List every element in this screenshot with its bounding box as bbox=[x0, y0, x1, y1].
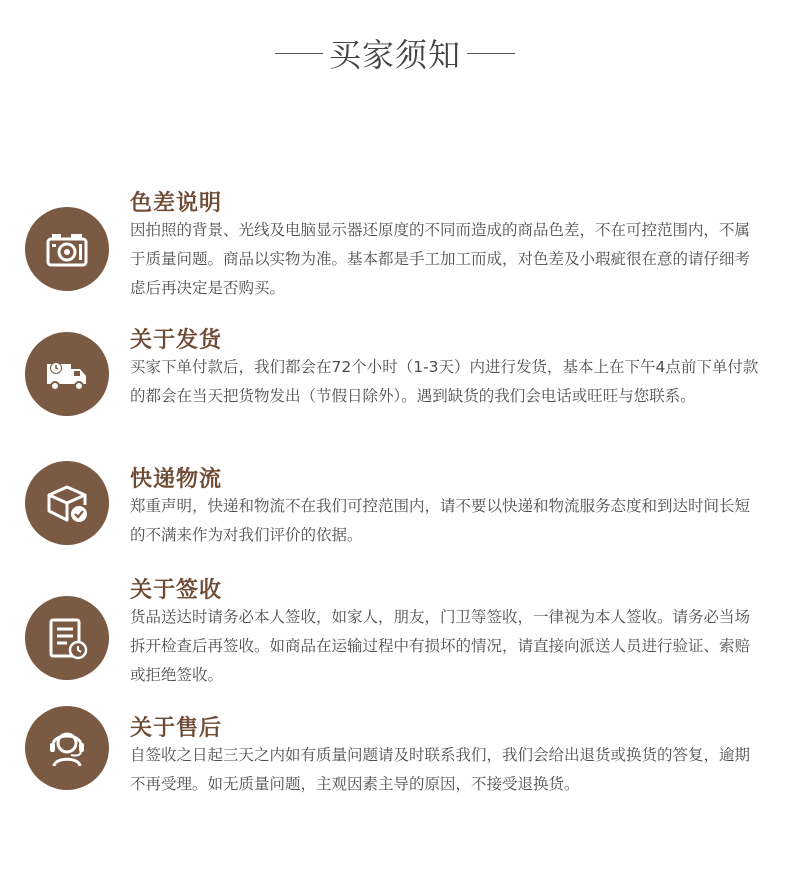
section-title: 快递物流 bbox=[130, 467, 223, 492]
section-body: 因拍照的背景、光线及电脑显示器还原度的不同而造成的商品色差，不在可控范围内，不属于质量问题。商品以实物为准。基本都是手工加工而成，对色差及小瑕疵很在意的请仔细考虑后再决定是否购买。 bbox=[130, 221, 751, 297]
page-header bbox=[0, 28, 790, 78]
section-title: 色差说明 bbox=[130, 191, 223, 216]
section-body: 货品送达时请务必本人签收，如家人，朋友，门卫等签收，一律视为本人签收。请务必当场拆开检查后再签收。如商品在运输过程中有损坏的情况，请直接向派送人员进行验证、索赔或拒绝签收。 bbox=[130, 608, 751, 684]
section-title: 关于售后 bbox=[130, 716, 223, 741]
page-title: 买家须知 bbox=[328, 36, 461, 74]
section-body: 自签收之日起三天之内如有质量问题请及时联系我们，我们会给出退货或换货的答复，逾期不再受理。如无质量问题，主观因素主导的原因，不接受退换货。 bbox=[130, 746, 751, 793]
header-left-rule bbox=[275, 53, 323, 54]
section-title: 关于发货 bbox=[130, 328, 223, 353]
customer-service-headset-icon bbox=[25, 706, 109, 790]
section-body: 买家下单付款后，我们都会在72个小时（1-3天）内进行发货，基本上在下午4点前下单付款的都会在当天把货物发出（节假日除外）。遇到缺货的我们会电话或旺旺与您联系。 bbox=[130, 358, 759, 405]
delivery-truck-icon bbox=[25, 332, 109, 416]
header-right-rule bbox=[467, 53, 515, 54]
section-body: 郑重声明，快递和物流不在我们可控范围内，请不要以快递和物流服务态度和到达时间长短的不满来作为对我们评价的依据。 bbox=[130, 497, 751, 544]
section-title: 关于签收 bbox=[130, 578, 223, 603]
document-clock-icon bbox=[25, 596, 109, 680]
package-box-icon bbox=[25, 461, 109, 545]
camera-icon bbox=[25, 207, 109, 291]
